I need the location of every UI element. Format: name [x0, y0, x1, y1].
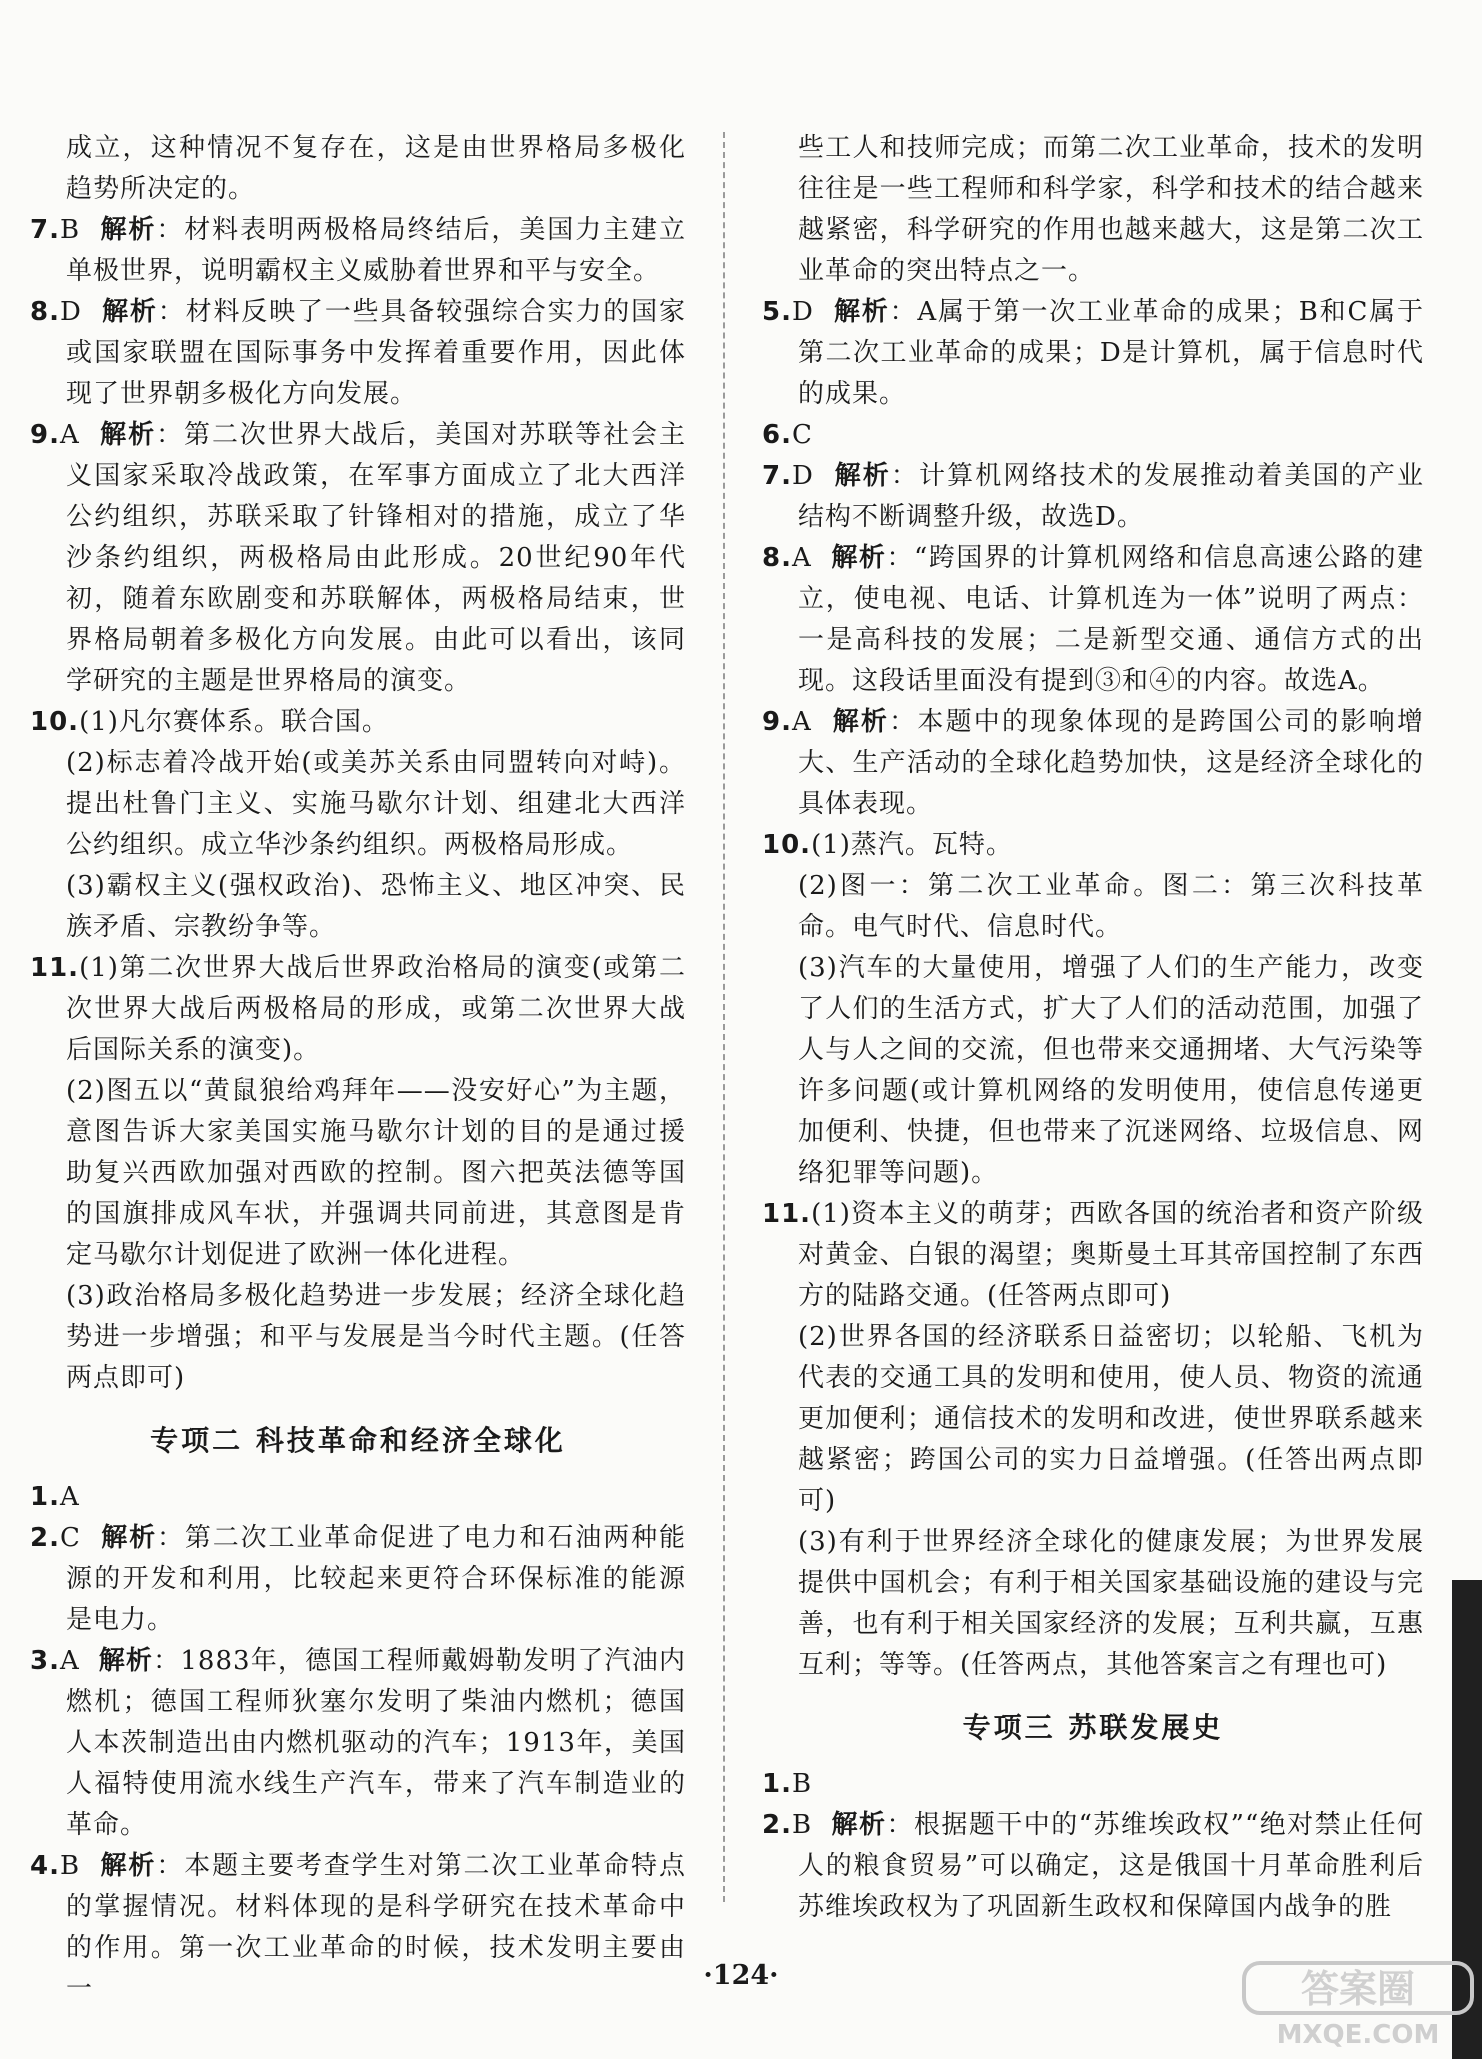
- watermark-url: MXQE.COM: [1276, 2020, 1440, 2050]
- answer-item-10-part-3: (3)霸权主义(强权政治)、恐怖主义、地区冲突、民族矛盾、宗教纷争等。: [66, 871, 686, 942]
- answer-item-5: 5.D 解析：A属于第一次工业革命的成果；B和C属于第二次工业革命的成果；D是计算机，属于信息时代的成果。: [762, 297, 1424, 409]
- answer-item-11-right-part-3: (3)有利于世界经济全球化的健康发展；为世界发展提供中国机会；有利于相关国家基础设施的建设与完善，也有利于相关国家经济的发展；互利共赢，互惠互利；等等。(任答两点，其他答案言之有理也可): [798, 1527, 1424, 1680]
- answer-item-7-right: 7.D 解析：计算机网络技术的发展推动着美国的产业结构不断调整升级，故选D。: [762, 461, 1424, 532]
- answer-item-8: 8.D 解析：材料反映了一些具备较强综合实力的国家或国家联盟在国际事务中发挥着重要作用，因此体现了世界朝多极化方向发展。: [30, 297, 686, 409]
- s2-answer-item-2: 2.C 解析：第二次工业革命促进了电力和石油两种能源的开发和利用，比较起来更符合环保标准的能源是电力。: [30, 1523, 686, 1635]
- section-heading-2: 专项二 科技革命和经济全球化: [150, 1424, 566, 1457]
- right-column: [762, 128, 1424, 1928]
- s3-answer-item-2: 2.B 解析：根据题干中的“苏维埃政权”“绝对禁止任何人的粮食贸易”可以确定，这是俄国十月革命胜利后苏维埃政权为了巩固新生政权和保障国内战争的胜: [762, 1810, 1424, 1922]
- s2-answer-item-4: 4.B 解析：本题主要考查学生对第二次工业革命特点的掌握情况。材料体现的是科学研究在技术革命中的作用。第一次工业革命的时候，技术发明主要由一: [30, 1851, 686, 2004]
- section-heading-3: 专项三 苏联发展史: [962, 1711, 1224, 1744]
- s2-answer-item-3: 3.A 解析：1883年，德国工程师戴姆勒发明了汽油内燃机；德国工程师狄塞尔发明了柴油内燃机；德国人本茨制造出由内燃机驱动的汽车；1913年，美国人福特使用流水线生产汽车，带来了汽车制造业的革命。: [30, 1646, 686, 1840]
- continued-paragraph: 成立，这种情况不复存在，这是由世界格局多极化趋势所决定的。: [66, 133, 686, 204]
- s2-answer-item-1: 1.A: [30, 1482, 80, 1512]
- answer-item-10-right-part-3: (3)汽车的大量使用，增强了人们的生产能力，改变了人们的生活方式，扩大了人们的活动范围，加强了人与人之间的交流，但也带来交通拥堵、大气污染等许多问题(或计算机网络的发明使用，使信息传递更加便利、快捷，但也带来了沉迷网络、垃圾信息、网络犯罪等问题)。: [798, 953, 1424, 1188]
- answer-item-11-part-3: (3)政治格局多极化趋势进一步发展；经济全球化趋势进一步增强；和平与发展是当今时代主题。(任答两点即可): [66, 1281, 686, 1393]
- left-column: [30, 128, 686, 2010]
- answer-item-10-right-part-2: (2)图一：第二次工业革命。图二：第三次科技革命。电气时代、信息时代。: [798, 871, 1424, 942]
- answer-item-10: 10.(1)凡尔赛体系。联合国。: [30, 707, 389, 737]
- column-divider: [723, 132, 725, 1902]
- watermark-logo: [1240, 1955, 1475, 2053]
- answer-item-10-right: 10.(1)蒸汽。瓦特。: [762, 830, 1013, 860]
- answer-item-11-right: 11.(1)资本主义的萌芽；西欧各国的统治者和资产阶级对黄金、白银的渴望；奥斯曼土耳其帝国控制了东西方的陆路交通。(任答两点即可): [762, 1199, 1424, 1311]
- watermark-title: 答案圈: [1300, 1967, 1416, 2011]
- answer-item-11: 11.(1)第二次世界大战后世界政治格局的演变(或第二次世界大战后两极格局的形成，或第二次世界大战后国际关系的演变)。: [30, 953, 686, 1065]
- s3-answer-item-1: 1.B: [762, 1769, 813, 1799]
- answer-item-11-part-2: (2)图五以“黄鼠狼给鸡拜年——没安好心”为主题，意图告诉大家美国实施马歇尔计划的目的是通过援助复兴西欧加强对西欧的控制。图六把英法德等国的国旗排成风车状，并强调共同前进，其意图是肯定马歇尔计划促进了欧洲一体化进程。: [66, 1076, 686, 1270]
- answer-item-8-right: 8.A 解析：“跨国界的计算机网络和信息高速公路的建立，使电视、电话、计算机连为一体”说明了两点：一是高科技的发展；二是新型交通、通信方式的出现。这段话里面没有提到③和④的内容。故选A。: [762, 543, 1424, 696]
- answer-item-9-right: 9.A 解析：本题中的现象体现的是跨国公司的影响增大、生产活动的全球化趋势加快，这是经济全球化的具体表现。: [762, 707, 1424, 819]
- page-number: ·124·: [703, 1960, 779, 1991]
- answer-item-11-right-part-2: (2)世界各国的经济联系日益密切；以轮船、飞机为代表的交通工具的发明和使用，使人员、物资的流通更加便利；通信技术的发明和改进，使世界联系越来越紧密；跨国公司的实力日益增强。(任答出两点即可): [798, 1322, 1424, 1516]
- answer-item-7: 7.B 解析：材料表明两极格局终结后，美国力主建立单极世界，说明霸权主义威胁着世界和平与安全。: [30, 215, 686, 286]
- continued-paragraph-right: 些工人和技师完成；而第二次工业革命，技术的发明往往是一些工程师和科学家，科学和技术的结合越来越紧密，科学研究的作用也越来越大，这是第二次工业革命的突出特点之一。: [798, 133, 1424, 286]
- answer-item-6: 6.C: [762, 420, 813, 450]
- answer-item-10-part-2: (2)标志着冷战开始(或美苏关系由同盟转向对峙)。提出杜鲁门主义、实施马歇尔计划、组建北大西洋公约组织。成立华沙条约组织。两极格局形成。: [66, 748, 686, 860]
- answer-item-9: 9.A 解析：第二次世界大战后，美国对苏联等社会主义国家采取冷战政策，在军事方面成立了北大西洋公约组织，苏联采取了针锋相对的措施，成立了华沙条约组织，两极格局由此形成。20世纪90年代初，随着东欧剧变和苏联解体，两极格局结束，世界格局朝着多极化方向发展。由此可以看出，该同学研究的主题是世界格局的演变。: [30, 420, 686, 696]
